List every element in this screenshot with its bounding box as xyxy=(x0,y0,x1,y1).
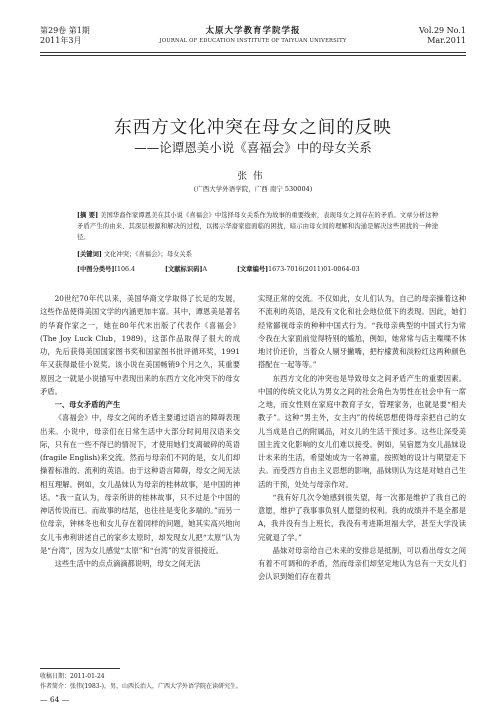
footnote xyxy=(40,672,466,692)
journal-name-en: JOURNAL OF EDUCATION INSTITUTE OF TAIYUAN UNIVERSITY xyxy=(159,38,347,44)
article-subtitle: ——论谭恩美小说《喜福会》中的母女关系 xyxy=(134,140,372,155)
header-right xyxy=(419,26,466,46)
classification-line xyxy=(77,265,438,275)
author-affiliation: (广西大学外语学院，广西 南宁 530004) xyxy=(193,185,313,193)
author-name: 张伟 xyxy=(237,171,269,182)
header-center xyxy=(40,26,466,46)
body-paragraph: 20世纪70年代以来，美国华裔文学取得了长足的发展，这些作品使得美国文学的内涵更加丰富。其中，谭恩美是著名的华裔作家之一，她在80年代末出版了代表作《喜福会》(The Joy Luck Club，1989)，这部作品取得了很大的成功，先后获得美国国家图书奖和国家图书批评循环奖，1991年又获得最佳小说奖。该小说在美国畅销9个月之久，其重要原因之一就是小说描写中表现出来的东西方文化冲突下的母女矛盾。 xyxy=(40,294,240,396)
clc-label: [中图分类号] xyxy=(77,266,115,273)
journal-name-cn: 太原大学教育学院学报 xyxy=(205,26,301,36)
keywords xyxy=(77,250,438,260)
body-paragraph: 《喜福会》中，母女之间的矛盾主要通过语言的障碍表现出来。小说中，母亲们在日常生活中大部分时间用汉语来交际，只有在一些不得已的情况下，才使用她们支离破碎的英语(fragile English)来交流。然而与母亲们不同的是，女儿们却操着标准的、流利的英语。由于这种语言障碍，母女之间无法相互理解。例如，女儿晶妹认为母亲的桂林故事，是中国的神话。“我一直认为，母亲所讲的桂林故事，只不过是个中国的神话传说而已。而故事的结尾，也往往是变化多端的。”而另一位母亲，钟林冬也和女儿存在着同样的问题，她其实高兴地向女儿韦弗利讲述自己的家乡太原时，却发现女儿把“太原”认为是“台湾”，因为女儿感觉“太原”和“台湾”的发音很接近。 xyxy=(40,413,240,555)
header-rule-thin xyxy=(40,55,466,56)
date-en: Mar.2011 xyxy=(427,36,466,45)
page-number: — 64 — xyxy=(40,695,70,704)
abstract-label: [摘 要] xyxy=(77,212,99,219)
abstract xyxy=(77,210,438,243)
article-no-label: [文章编号] xyxy=(237,266,269,273)
volume-cn: 第29卷 第1期 xyxy=(40,26,90,35)
received-date: 收稿日期：2011-01-24 xyxy=(40,673,105,680)
doc-code-value: A xyxy=(202,266,207,273)
body-paragraph: 实现正常的交流。不仅如此，女儿们认为，自己的母亲操着这种不流利的英语，是没有文化和社会地位低下的表现。因此，她们经常鄙视母亲的种种中国式行为。“我母亲典型的中国式行为常令我在大家面前觉得特别的尴尬，例如，她常常与店主喋喋不休地讨价还价，当着众人剔牙撇嘴，把柠檬黄和淡粉红这两种颜色搭配在一起等等。” xyxy=(258,294,466,370)
body-paragraph: “我有好几次令她感到很失望，每一次都是维护了我自己的意愿，维护了我事事负别人愿望的权利。我的成绩并不是全都是A，我并没有当上班长，我没有考进斯坦福大学，甚至大学没读完就退了学。” xyxy=(258,492,466,542)
header-rule-thick xyxy=(40,52,466,53)
body-paragraph: 晶妹对母亲给自己未来的安排总是抵制，可以看出母女之间有着不可调和的矛盾，然而母亲们却坚定地认为总有一天女儿们会认识到她们存在着共 xyxy=(258,545,466,582)
article-no-value: 1673-7016(2011)01-0064-03 xyxy=(268,266,360,273)
doc-code-label: [文献标识码] xyxy=(164,266,203,273)
date-cn: 2011年3月 xyxy=(40,36,82,45)
section-heading: 一、母女矛盾的产生 xyxy=(54,400,121,409)
article-title: 东西方文化冲突在母女之间的反映 xyxy=(114,118,392,138)
volume-en: Vol.29 No.1 xyxy=(419,26,466,35)
footnote-rule xyxy=(40,668,120,669)
body-column-right xyxy=(258,292,466,584)
body-column-left xyxy=(40,292,240,570)
body-paragraph: 东西方文化的冲突也是导致母女之间矛盾产生的重要因素。中国的传统文化认为男女之间的社会角色为男性在社会中有一席之地，而女性则在家庭中教育子女，管理家务，也就是要“相夫教子”。这种“男主外，女主内”的传统思想使得母亲把自己的女儿当成是自己的附属品，对女儿的生活干预过多。这些让深受美国主流文化影响的女儿们难以接受。例如，吴宿愿为女儿晶妹设计未来的生活，希望她成为一名神童，按照她的设计与期望走下去。而受西方自由主义思想的影响，晶妹则认为这是对她自己生活的干预，处处与母亲作对。 xyxy=(258,373,466,489)
body-paragraph: 这些生活中的点点滴滴都说明，母女之间无法 xyxy=(54,559,201,568)
keywords-label: [关键词] xyxy=(77,251,102,258)
keywords-text: 文化冲突；《喜福会》；母女关系 xyxy=(103,251,193,258)
clc-value: I106.4 xyxy=(114,266,135,273)
author-bio: 作者简介：张伟(1983-)，男，山西长治人，广西大学外语学院在读研究生。 xyxy=(40,683,242,690)
abstract-text: 美国华裔作家谭恩美在其小说《喜福会》中选择母女关系作为故事的重要线索，表现母女之间存在的矛盾。文章分析这种矛盾产生的由来、其深层根源和解决的过程，以揭示华裔家庭面临的困扰，暗示由母女间的理解和沟通是解决这些困扰的一种途径。 xyxy=(77,212,438,241)
